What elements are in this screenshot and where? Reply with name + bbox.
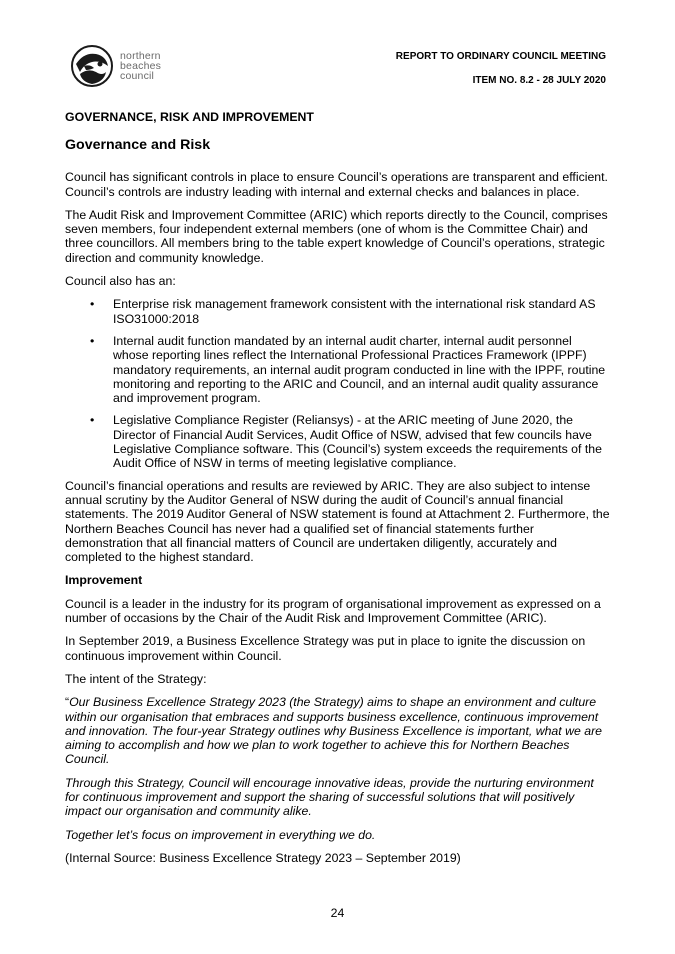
item-number: ITEM NO. 8.2 - 28 JULY 2020	[472, 75, 606, 86]
paragraph-financial: Council’s financial operations and results are reviewed by ARIC. They are also subject to intense annual scrutiny by the Auditor General of NSW during the audit of Council’s annual financial statements. The 2019 Auditor General of NSW statement is found at Attachment 2. Furthermore, the Northern Beaches Council has never had a qualified set of financial statements further demonstration that all financial matters of Council are undertaken diligently, accurately and completed to the highest standard.	[65, 478, 610, 565]
bullet-icon: •	[90, 333, 95, 348]
quote-paragraph-1	[65, 695, 610, 766]
logo-line-northern: northern	[120, 50, 161, 62]
logo-line-beaches: beaches	[120, 60, 162, 72]
page-number: 24	[330, 906, 345, 920]
document-body	[65, 110, 610, 874]
paragraph-intent: The intent of the Strategy:	[65, 671, 207, 686]
heading-improvement: Improvement	[65, 573, 143, 588]
bullet-icon: •	[90, 413, 95, 428]
paragraph-aric: The Audit Risk and Improvement Committee (ARIC) which reports directly to the Council, comprises seven members, four independent external members (one of whom is the Committee Chair) and three councillors. All members bring to the table expert knowledge of Council’s operations, strategic direction and community knowledge.	[65, 207, 608, 265]
list-item-text: Legislative Compliance Register (Reliansys) - at the ARIC meeting of June 2020, the Director of Financial Audit Services, Audit Office of NSW, advised that few councils have Legislative Compliance software. This (Council’s) system exceeds the requirements of the Audit Office of NSW in terms of meeting legislative compliance.	[113, 413, 602, 471]
list-item-text: Enterprise risk management framework consistent with the international risk standard AS ISO31000:2018	[113, 297, 596, 326]
section-title: GOVERNANCE, RISK AND IMPROVEMENT	[65, 110, 314, 124]
bullet-icon: •	[90, 297, 95, 312]
list-item	[65, 413, 610, 470]
source-citation: (Internal Source: Business Excellence Strategy 2023 – September 2019)	[65, 850, 461, 865]
report-title: REPORT TO ORDINARY COUNCIL MEETING	[395, 51, 606, 62]
council-logo	[70, 44, 161, 88]
logo-wordmark	[120, 51, 161, 81]
list-item	[65, 334, 610, 405]
heading-governance-risk: Governance and Risk	[65, 137, 211, 154]
paragraph-council-also: Council also has an:	[65, 274, 176, 289]
list-item	[65, 297, 610, 326]
quote-mark: “	[65, 695, 70, 710]
list-item-text: Internal audit function mandated by an internal audit charter, internal audit personnel whose reporting lines reflect the International Professional Practices Framework (IPPF) mandatory requirements, an internal audit program conducted in line with the IPPF, routine monitoring and reporting to the ARIC and Council, and an internal audit quality assurance and improvement program.	[113, 333, 606, 406]
bullet-list	[65, 297, 610, 470]
paragraph-controls: Council has significant controls in place to ensure Council’s operations are transparent and efficient. Council’s controls are industry leading with internal and external checks and balances in place.	[65, 170, 608, 199]
paragraph-strategy: In September 2019, a Business Excellence Strategy was put in place to ignite the discussion on continuous improvement within Council.	[65, 634, 586, 663]
quote-paragraph-3: Together let’s focus on improvement in everything we do.	[65, 827, 376, 842]
council-logo-icon	[70, 44, 114, 88]
quote-paragraph-2: Through this Strategy, Council will encourage innovative ideas, provide the nurturing environment for continuous improvement and support the sharing of successful solutions that will positively impact our organisation and community alike.	[65, 775, 594, 819]
paragraph-leader: Council is a leader in the industry for its program of organisational improvement as expressed on a number of occasions by the Chair of the Audit Risk and Improvement Committee (ARIC).	[65, 596, 601, 626]
quote-text: Our Business Excellence Strategy 2023 (the Strategy) aims to shape an environment and culture within our organisation that embraces and supports business excellence, continuous improvement and innovation. The four-year Strategy outlines why Business Excellence is important, what we are aiming to accomplish and how we plan to work together to achieve this for Northern Beaches Council.	[65, 695, 603, 767]
logo-line-council: council	[120, 70, 155, 82]
